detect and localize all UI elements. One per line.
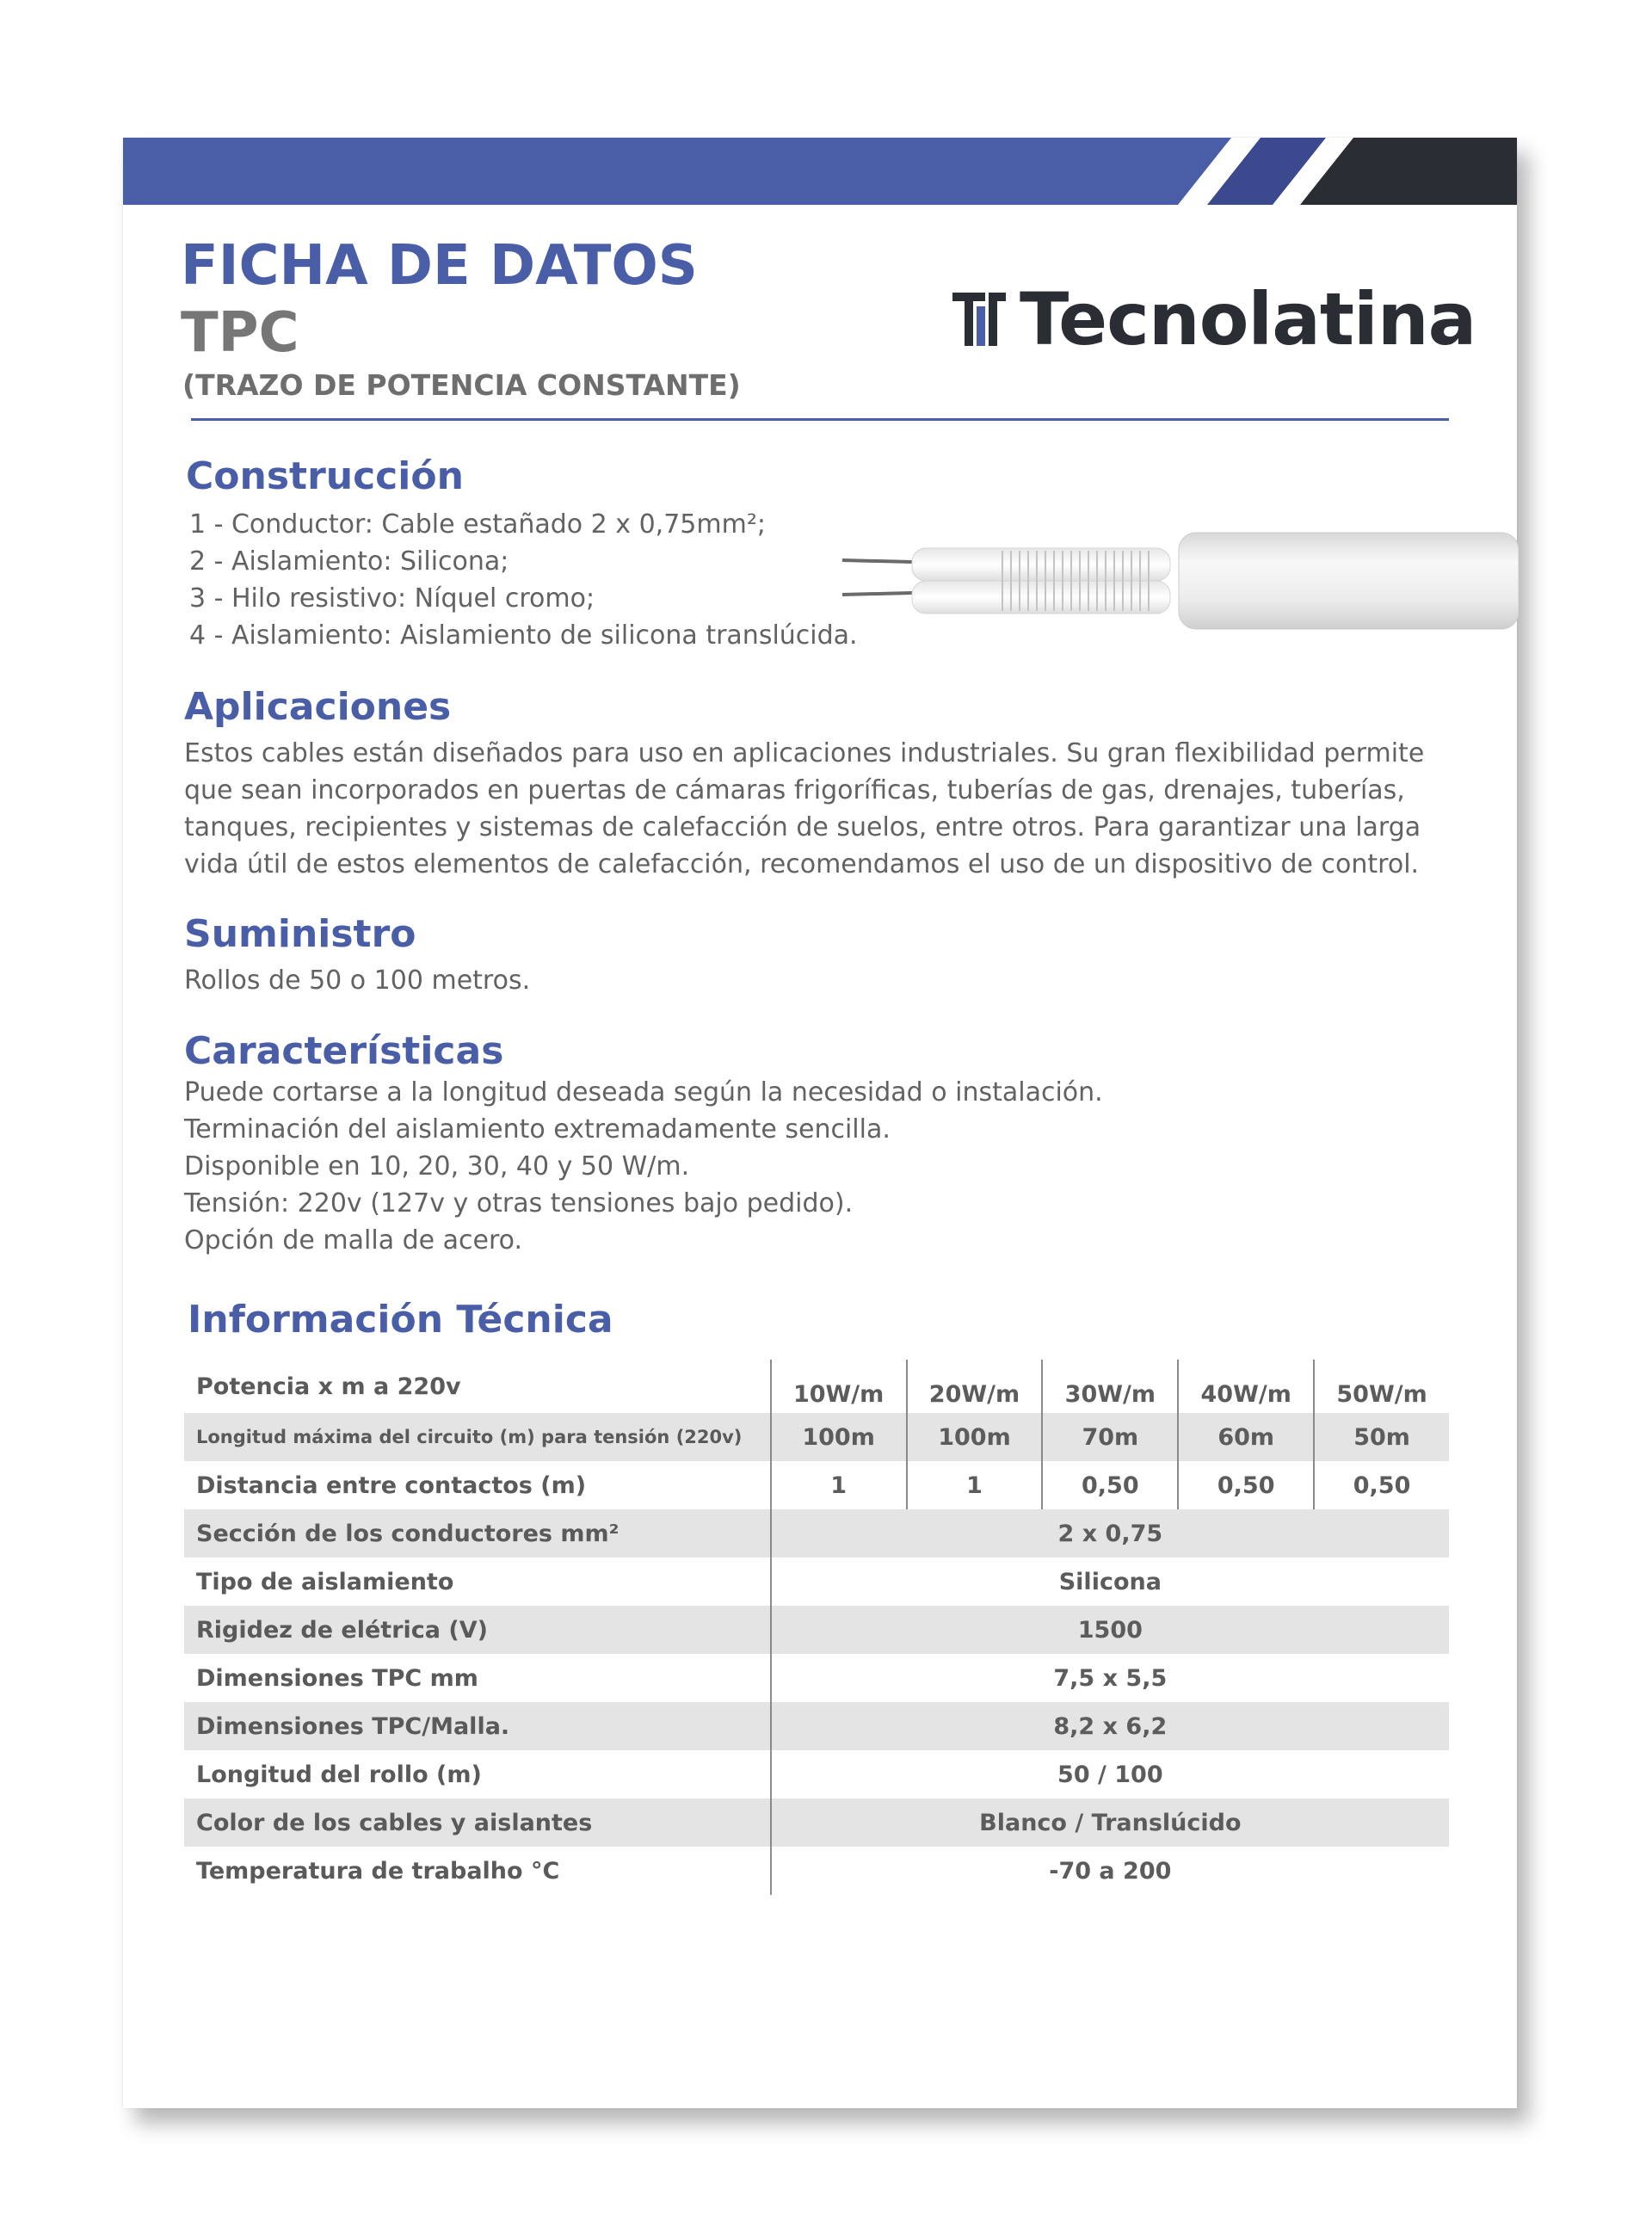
table-cell: 1: [907, 1461, 1043, 1509]
table-cell: 40W/m: [1178, 1360, 1314, 1413]
aplicaciones-text: [184, 735, 1424, 883]
heading-construccion: Construcción: [186, 454, 464, 498]
header-band: [123, 138, 1517, 205]
table-cell: 60m: [1178, 1413, 1314, 1461]
product-description: (TRAZO DE POTENCIA CONSTANTE): [182, 368, 741, 402]
row-label: Tipo de aislamiento: [196, 1568, 454, 1595]
row-label: Rigidez de elétrica (V): [184, 1606, 771, 1654]
row-label: Potencia x m a 220v: [196, 1373, 461, 1400]
table-row: [184, 1558, 1449, 1606]
list-item: 1 - Conductor: Cable estañado 2 x 0,75mm²;: [189, 509, 766, 540]
paragraph-line: tanques, recipientes y sistemas de calefacción de suelos, entre otros. Para garantizar una larga: [184, 812, 1421, 842]
list-item: 3 - Hilo resistivo: Níquel cromo;: [189, 583, 595, 614]
paragraph-line: que sean incorporados en puertas de cámaras frigoríficas, tuberías de gas, drenajes, tuberías,: [184, 775, 1405, 805]
table-row: [184, 1702, 1449, 1750]
row-label: Color de los cables y aislantes: [184, 1798, 771, 1847]
tech-table: [184, 1360, 1449, 1895]
document-title: FICHA DE DATOS: [181, 234, 698, 298]
table-cell: 7,5 x 5,5: [771, 1654, 1449, 1702]
table-cell: 2 x 0,75: [771, 1509, 1449, 1558]
table-cell: 1500: [771, 1606, 1449, 1654]
row-label: Sección de los conductores mm²: [184, 1509, 771, 1558]
paragraph-line: Puede cortarse a la longitud deseada según la necesidad o instalación.: [184, 1077, 1103, 1107]
heading-aplicaciones: Aplicaciones: [184, 685, 452, 729]
row-label: Distancia entre contactos (m): [196, 1471, 587, 1499]
row-label: Dimensiones TPC/Malla.: [184, 1702, 771, 1750]
heading-info-tecnica: Información Técnica: [188, 1298, 613, 1342]
brand-name: Tecnolatina: [1020, 277, 1476, 361]
product-code: TPC: [181, 301, 299, 365]
row-label: Longitud del rollo (m): [196, 1761, 482, 1788]
cable-illustration: [839, 521, 1519, 641]
table-cell: 0,50: [1042, 1461, 1178, 1509]
table-cell: 70m: [1042, 1413, 1178, 1461]
paragraph-line: Terminación del aislamiento extremadamente sencilla.: [184, 1114, 891, 1144]
table-cell: 0,50: [1314, 1461, 1449, 1509]
paragraph-line: Tensión: 220v (127v y otras tensiones bajo pedido).: [184, 1188, 854, 1218]
paragraph-line: vida útil de estos elementos de calefacción, recomendamos el uso de un dispositivo de control.: [184, 849, 1420, 879]
table-cell: Silicona: [771, 1558, 1449, 1606]
table-cell: Blanco / Translúcido: [771, 1798, 1449, 1847]
table-cell: 50m: [1314, 1413, 1449, 1461]
header-divider: [191, 418, 1449, 421]
table-cell: 50W/m: [1314, 1360, 1449, 1413]
table-cell: 20W/m: [907, 1360, 1043, 1413]
construccion-list: [189, 506, 858, 654]
table-cell: 50 / 100: [771, 1750, 1449, 1798]
table-row: [184, 1847, 1449, 1895]
paragraph-line: Estos cables están diseñados para uso en aplicaciones industriales. Su gran flexibilidad permite: [184, 738, 1425, 768]
table-row: [184, 1461, 1449, 1509]
table-cell: 100m: [771, 1413, 907, 1461]
table-cell: 1: [771, 1461, 907, 1509]
table-cell: 10W/m: [771, 1360, 907, 1413]
table-row: [184, 1654, 1449, 1702]
brand-logo: [951, 277, 1476, 361]
table-row: [184, 1509, 1449, 1558]
table-row: [184, 1606, 1449, 1654]
table-cell: -70 a 200: [771, 1847, 1449, 1895]
table-cell: 100m: [907, 1413, 1043, 1461]
paragraph-line: Disponible en 10, 20, 30, 40 y 50 W/m.: [184, 1151, 690, 1181]
table-row: [184, 1798, 1449, 1847]
tecnolatina-logo-icon: [951, 291, 1008, 348]
caracteristicas-text: [184, 1074, 1103, 1259]
paragraph-line: Opción de malla de acero.: [184, 1225, 523, 1255]
heading-caracteristicas: Características: [184, 1029, 504, 1073]
table-cell: 8,2 x 6,2: [771, 1702, 1449, 1750]
row-label: Dimensiones TPC mm: [196, 1664, 478, 1692]
heading-suministro: Suministro: [184, 912, 416, 956]
header-band-blue: [123, 138, 1231, 205]
list-item: 4 - Aislamiento: Aislamiento de silicona translúcida.: [189, 620, 858, 651]
header-band-dark: [1300, 138, 1517, 205]
table-row: [184, 1750, 1449, 1798]
row-label: Longitud máxima del circuito (m) para tensión (220v): [184, 1413, 771, 1461]
table-cell: 30W/m: [1042, 1360, 1178, 1413]
table-cell: 0,50: [1178, 1461, 1314, 1509]
row-label: Temperatura de trabalho °C: [196, 1857, 560, 1885]
table-row: [184, 1360, 1449, 1413]
table-row: [184, 1413, 1449, 1461]
list-item: 2 - Aislamiento: Silicona;: [189, 546, 509, 577]
suministro-text: Rollos de 50 o 100 metros.: [184, 966, 531, 996]
